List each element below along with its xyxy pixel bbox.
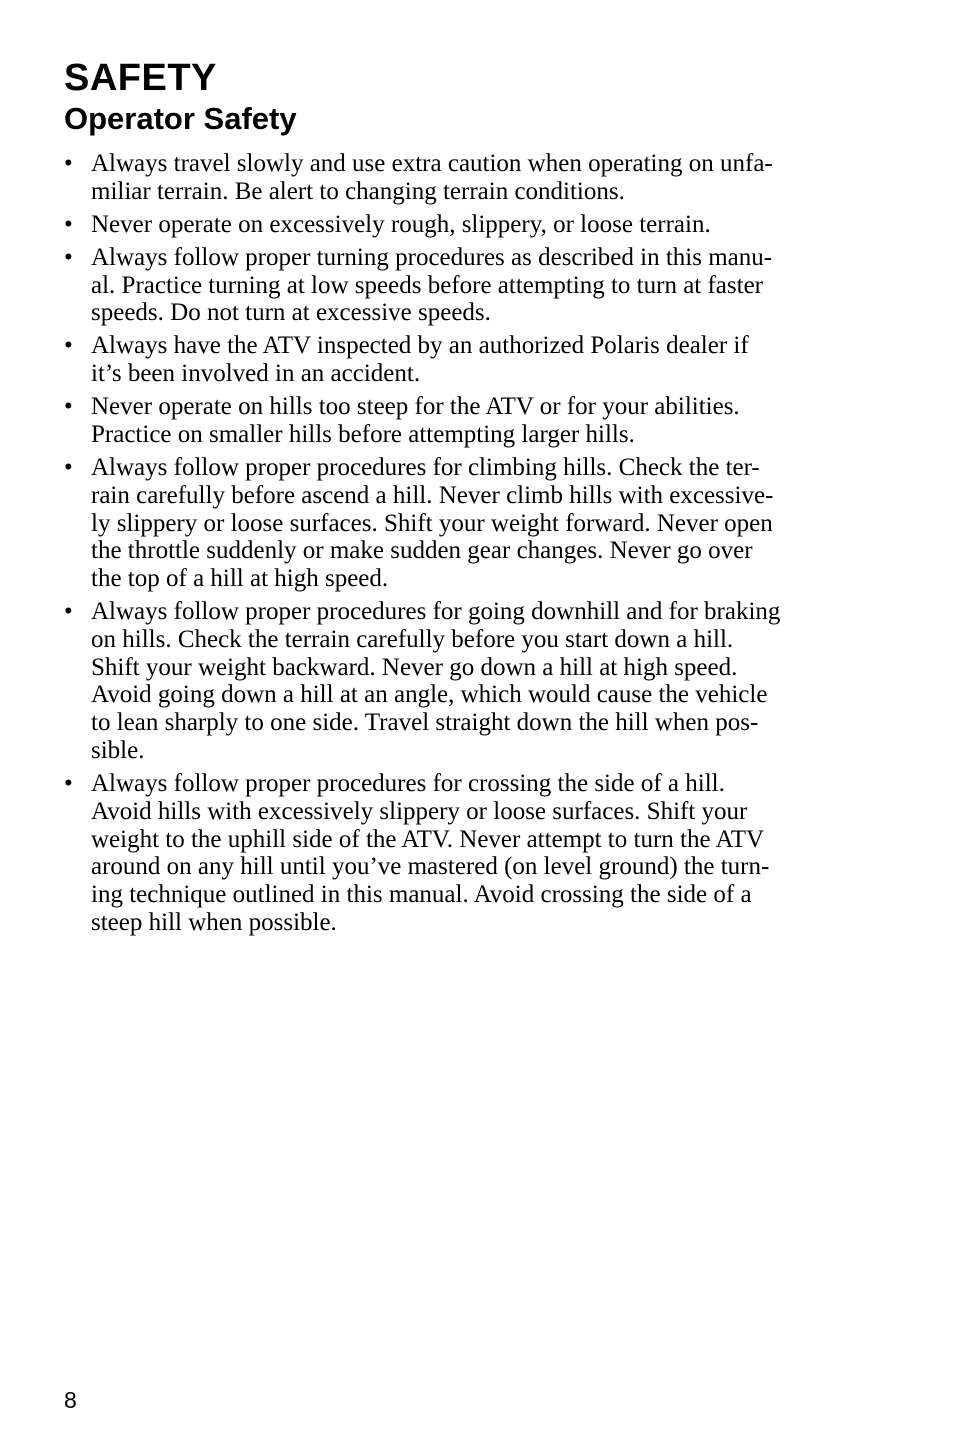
- safety-bullet-list: [64, 150, 864, 942]
- list-item: [64, 598, 864, 765]
- bullet-text: Always follow proper turning procedures as described in this manu- al. Practice turning at low speeds before attempting to turn at faster speeds. Do not turn at excessive speeds.: [91, 243, 773, 327]
- bullet-point-icon: •: [64, 332, 73, 360]
- bullet-point-icon: •: [64, 453, 73, 481]
- list-item: [64, 770, 864, 937]
- bullet-point-icon: •: [64, 598, 73, 626]
- list-item: [64, 150, 864, 206]
- bullet-text: Never operate on hills too steep for the ATV or for your abilities. Practice on smaller hills before attempting larger hills.: [91, 393, 740, 448]
- bullet-text: Always follow proper procedures for climbing hills. Check the ter- rain carefully before ascend a hill. Never climb hills with excessive- ly slippery or loose surfaces. Shift your weight forward. Never open the throttle suddenly or make sudden gear changes. Never go over the top of a hill at high speed.: [91, 453, 774, 593]
- list-item: [64, 454, 864, 593]
- bullet-text: Always have the ATV inspected by an authorized Polaris dealer if it’s been involved in an accident.: [91, 332, 749, 388]
- bullet-point-icon: •: [64, 150, 73, 177]
- bullet-text: Always follow proper procedures for crossing the side of a hill. Avoid hills with excessively slippery or loose surfaces. Shift your weight to the uphill side of the ATV. Never attempt to turn the ATV around on any hill until you’ve mastered (on level ground) the turn- ing technique outlined in this manual. Avoid crossing the side of a steep hill when possible.: [91, 770, 770, 937]
- bullet-text: Always follow proper procedures for going downhill and for braking on hills. Check the terrain carefully before you start down a hill. Shift your weight backward. Never go down a hill at high speed. Avoid going down a hill at an angle, which would cause the vehicle to lean sharply to one side. Travel straight down the hill when pos- sible.: [91, 598, 781, 765]
- bullet-text: Always travel slowly and use extra caution when operating on unfa- miliar terrain. Be alert to changing terrain conditions.: [91, 150, 773, 205]
- bullet-point-icon: •: [64, 393, 73, 421]
- list-item: [64, 244, 864, 327]
- list-item: [64, 393, 864, 449]
- bullet-point-icon: •: [64, 210, 73, 238]
- section-title: SAFETY: [64, 57, 217, 99]
- list-item: [64, 332, 864, 388]
- bullet-text: Never operate on excessively rough, slippery, or loose terrain.: [91, 210, 711, 238]
- list-item: [64, 211, 864, 239]
- page-number: 8: [64, 1387, 77, 1413]
- bullet-point-icon: •: [64, 770, 73, 798]
- bullet-point-icon: •: [64, 243, 73, 271]
- page-subtitle: Operator Safety: [64, 101, 297, 136]
